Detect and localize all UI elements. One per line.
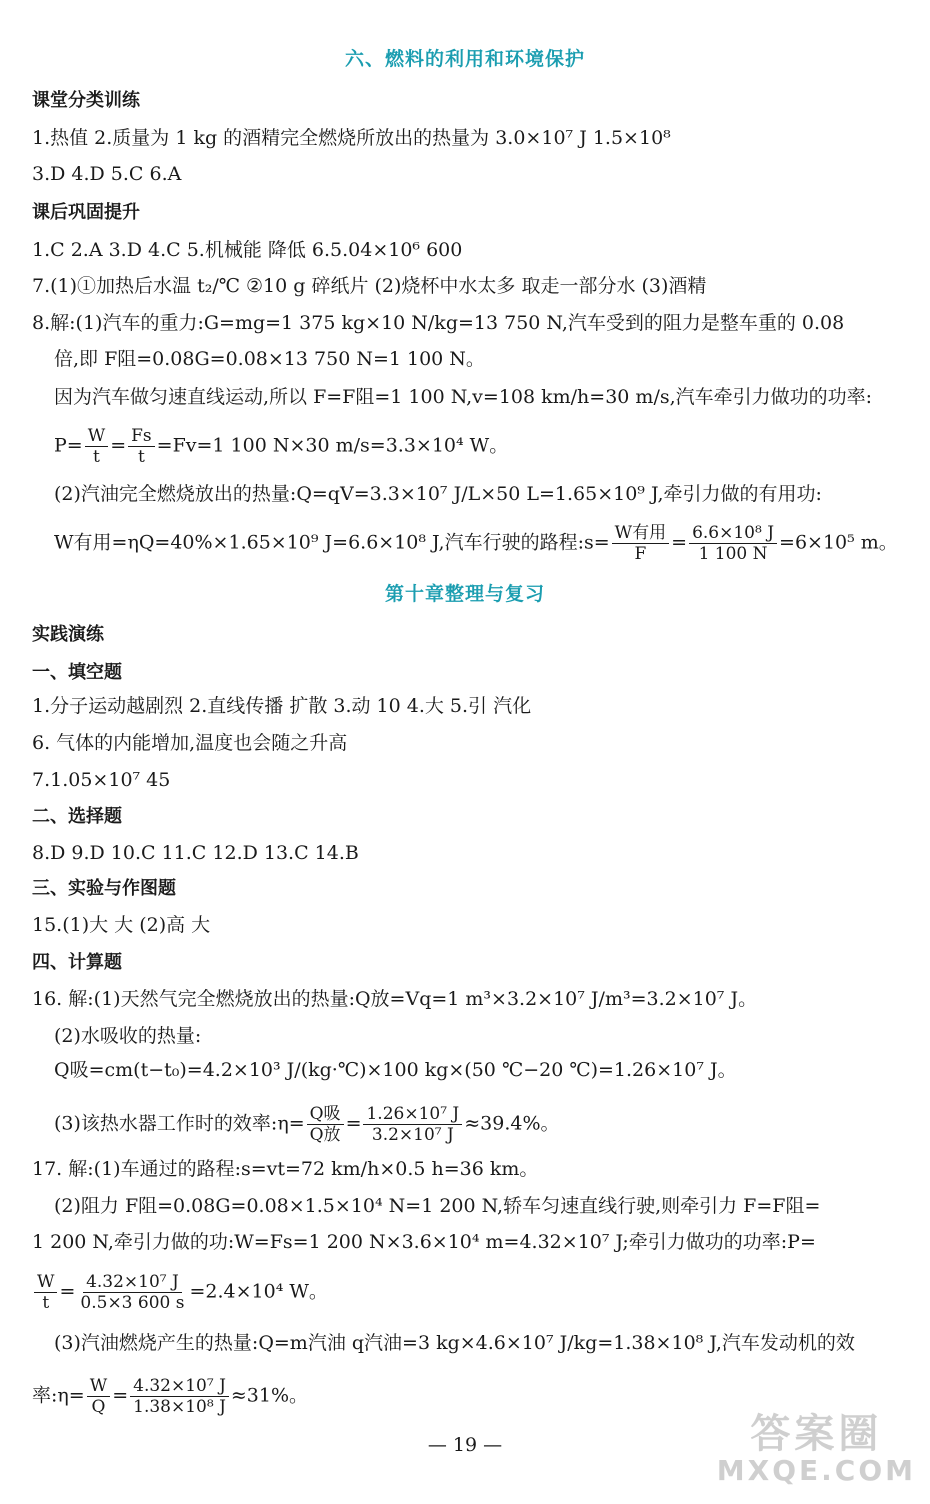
heading-experiment: 三、实验与作图题 xyxy=(32,878,176,899)
denominator: 1.38×10⁸ J xyxy=(133,1397,226,1417)
watermark-text: 答案圈 xyxy=(750,1411,883,1457)
q8-line-1: 8.解:(1)汽车的重力:G=mg=1 375 kg×10 N/kg=13 750 N,汽车受到的阻力是整车重的 0.08 xyxy=(32,312,845,334)
fraction-values xyxy=(363,1104,462,1145)
denominator: Q xyxy=(91,1397,106,1417)
q17-power-formula xyxy=(32,1272,910,1313)
formula-text: =2.4×10⁴ W。 xyxy=(189,1280,328,1303)
watermark-url: MXQE.COM xyxy=(716,1454,916,1487)
formula-text: =6×10⁵ m。 xyxy=(779,531,898,554)
q17-line-5: (3)汽油燃烧产生的热量:Q=m汽油 q汽油=3 kg×4.6×10⁷ J/kg=1.38×10⁸ J,汽车发动机的效 xyxy=(54,1332,855,1354)
heading-classroom: 课堂分类训练 xyxy=(32,90,140,111)
page-number: — 19 — xyxy=(427,1434,503,1456)
formula-text: =Fv=1 100 N×30 m/s=3.3×10⁴ W。 xyxy=(156,434,509,457)
numerator: 4.32×10⁷ J xyxy=(83,1272,182,1293)
q8-power-formula xyxy=(54,426,910,467)
fraction-fs-over-t xyxy=(128,426,155,467)
heading-calculation: 四、计算题 xyxy=(32,952,122,973)
denominator: t xyxy=(93,447,100,467)
fraction-qabs-over-qrel xyxy=(307,1104,344,1145)
formula-text: = xyxy=(59,1280,76,1303)
q17-line-1: 17. 解:(1)车通过的路程:s=vt=72 km/h×0.5 h=36 km。 xyxy=(32,1158,539,1180)
denominator: F xyxy=(634,544,647,564)
formula-text: = xyxy=(110,434,127,457)
numerator: 1.26×10⁷ J xyxy=(363,1104,462,1125)
heading-after-class: 课后巩固提升 xyxy=(32,202,140,223)
fraction-w-over-f xyxy=(612,523,669,564)
q8-distance-formula xyxy=(54,523,910,564)
formula-text: = xyxy=(345,1112,362,1135)
formula-text: (3)该热水器工作时的效率:η= xyxy=(54,1112,305,1135)
fraction-w-over-t xyxy=(85,426,108,467)
q17-line-2: (2)阻力 F阻=0.08G=0.08×1.5×10⁴ N=1 200 N,轿车匀速直线行驶,则牵引力 F=F阻= xyxy=(54,1195,821,1217)
numerator: Fs xyxy=(128,426,155,447)
numerator: Q吸 xyxy=(307,1104,344,1125)
q16-line-1: 16. 解:(1)天然气完全燃烧放出的热量:Q放=Vq=1 m³×3.2×10⁷ J/m³=3.2×10⁷ J。 xyxy=(32,988,758,1010)
formula-text: ≈31%。 xyxy=(230,1384,309,1407)
fraction-values xyxy=(689,523,777,564)
denominator: t xyxy=(42,1293,50,1313)
fill-line-1: 1.分子运动越剧烈 2.直线传播 扩散 3.动 10 4.大 5.引 汽化 xyxy=(32,695,532,717)
classroom-line-1: 1.热值 2.质量为 1 kg 的酒精完全燃烧所放出的热量为 3.0×10⁷ J 1.5×10⁸ xyxy=(32,127,671,149)
q8-line-2: 倍,即 F阻=0.08G=0.08×13 750 N=1 100 N。 xyxy=(54,348,485,370)
denominator: 3.2×10⁷ J xyxy=(371,1125,454,1145)
section-title-fuel: 六、燃料的利用和环境保护 xyxy=(344,48,585,70)
formula-text: 率:η= xyxy=(32,1384,85,1407)
experiment-line-1: 15.(1)大 大 (2)高 大 xyxy=(32,914,211,936)
denominator: 0.5×3 600 s xyxy=(80,1293,185,1313)
formula-text: P= xyxy=(54,434,83,457)
q16-line-3: Q吸=cm(t−t₀)=4.2×10³ J/(kg·℃)×100 kg×(50 ℃−20 ℃)=1.26×10⁷ J。 xyxy=(54,1059,737,1081)
after-line-1: 1.C 2.A 3.D 4.C 5.机械能 降低 6.5.04×10⁶ 600 xyxy=(32,239,463,261)
q8-line-3: 因为汽车做匀速直线运动,所以 F=F阻=1 100 N,v=108 km/h=30 m/s,汽车牵引力做功的功率: xyxy=(54,386,873,408)
numerator: W xyxy=(85,426,108,447)
numerator: W xyxy=(87,1376,110,1397)
fraction-w-over-t xyxy=(34,1272,57,1313)
fill-line-2: 6. 气体的内能增加,温度也会随之升高 xyxy=(32,732,348,754)
numerator: W有用 xyxy=(612,523,669,544)
numerator: 6.6×10⁸ J xyxy=(689,523,777,544)
formula-text: ≈39.4%。 xyxy=(464,1112,560,1135)
q17-line-3: 1 200 N,牵引力做的功:W=Fs=1 200 N×3.6×10⁴ m=4.32×10⁷ J;牵引力做功的功率:P= xyxy=(32,1231,816,1253)
fraction-values xyxy=(77,1272,187,1313)
heading-choice: 二、选择题 xyxy=(32,806,122,827)
after-line-2: 7.(1)①加热后水温 t₂/℃ ②10 g 碎纸片 (2)烧杯中水太多 取走一部分水 (3)酒精 xyxy=(32,275,707,297)
fill-line-3: 7.1.05×10⁷ 45 xyxy=(32,769,171,791)
fraction-values xyxy=(130,1376,229,1417)
choice-line-1: 8.D 9.D 10.C 11.C 12.D 13.C 14.B xyxy=(32,842,359,864)
numerator: W xyxy=(34,1272,57,1293)
heading-fill-blank: 一、填空题 xyxy=(32,662,122,683)
heading-practice: 实践演练 xyxy=(32,624,104,645)
watermark-logo xyxy=(717,1412,916,1486)
formula-text: = xyxy=(671,531,688,554)
section-title-chapter-review: 第十章整理与复习 xyxy=(384,583,545,605)
q8-line-5: (2)汽油完全燃烧放出的热量:Q=qV=3.3×10⁷ J/L×50 L=1.65×10⁹ J,牵引力做的有用功: xyxy=(54,483,822,505)
q16-line-2: (2)水吸收的热量: xyxy=(54,1025,202,1047)
numerator: 4.32×10⁷ J xyxy=(130,1376,229,1397)
formula-text: = xyxy=(112,1384,129,1407)
q16-efficiency-formula xyxy=(54,1104,910,1145)
formula-text: W有用=ηQ=40%×1.65×10⁹ J=6.6×10⁸ J,汽车行驶的路程:s= xyxy=(54,531,610,554)
denominator: Q放 xyxy=(309,1125,341,1145)
fraction-w-over-q xyxy=(87,1376,110,1417)
denominator: t xyxy=(137,447,145,467)
denominator: 1 100 N xyxy=(698,544,768,564)
classroom-line-2: 3.D 4.D 5.C 6.A xyxy=(32,163,182,185)
